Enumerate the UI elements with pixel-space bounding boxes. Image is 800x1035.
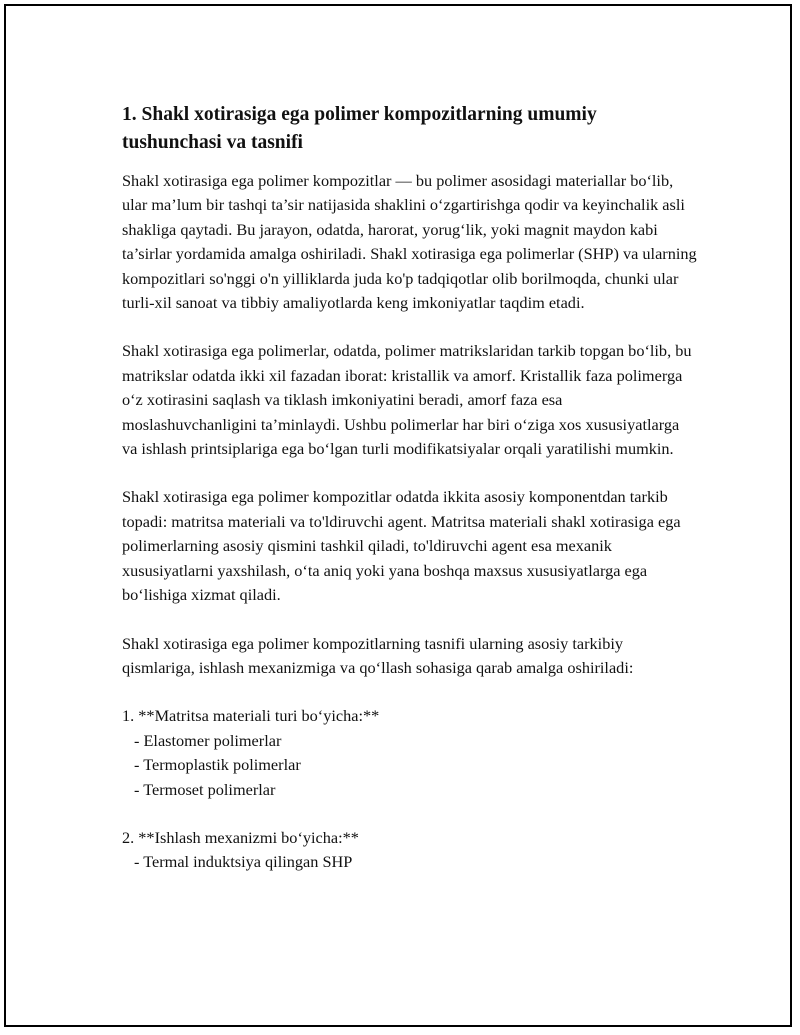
list-item: - Termal induktsiya qilingan SHP [134, 852, 353, 872]
paragraph-phases: Shakl xotirasiga ega polimerlar, odatda, polimer matrikslaridan tarkib topgan bo‘lib, bu matrikslar odatda ikki xil fazadan iborat: kristallik va amorf. Kristallik faza polimerga o‘z xotirasini saqlash va tiklash imkoniyatini beradi, amorf faza esa moslashuvchanligini ta’minlaydi. Ushbu polimerlar har biri o‘ziga xos xususiyatlarga va ishlash printsiplariga ega bo‘lgan turli modifikatsiyalar orqali yaratilishi mumkin. [122, 341, 692, 459]
document-page [4, 4, 792, 1027]
document-content [122, 101, 697, 899]
list-heading: 2. **Ishlash mexanizmi bo‘yicha:** [122, 827, 359, 847]
list-mechanism [122, 826, 697, 875]
list-item: - Elastomer polimerlar [134, 730, 282, 750]
paragraph-components: Shakl xotirasiga ega polimer kompozitlar odatda ikkita asosiy komponentdan tarkib topadi: matritsa materiali va to'ldiruvchi agent. Matritsa materiali shakl xotirasiga ega polimerlarning asosiy qismini tashkil qiladi, to'ldiruvchi agent esa mexanik xususiyatlarni yaxshilash, o‘ta aniq yoki yana boshqa maxsus xususiyatlarga ega bo‘lishiga xizmat qiladi. [122, 487, 681, 605]
paragraph-definition: Shakl xotirasiga ega polimer kompozitlar — bu polimer asosidagi materiallar bo‘lib, ular ma’lum bir tashqi ta’sir natijasida shaklini o‘zgartirishga qodir va keyinchalik asli shakliga qaytadi. Bu jarayon, odatda, harorat, yorug‘lik, yoki magnit maydon kabi ta’sirlar yordamida amalga oshiriladi. Shakl xotirasiga ega polimerlar (SHP) va ularning kompozitlari so'nggi o'n yilliklarda juda ko'p tadqiqotlar olib borilmoqda, chunki ular turli-xil sanoat va tibbiy amaliyotlarda keng imkoniyatlar taqdim etadi. [122, 171, 697, 313]
list-matrix-type [122, 704, 697, 802]
section-title: 1. Shakl xotirasiga ega polimer kompozitlarning umumiy tushunchasi va tasnifi [122, 104, 597, 153]
list-item: - Termoset polimerlar [134, 779, 276, 799]
list-heading: 1. **Matritsa materiali turi bo‘yicha:** [122, 706, 380, 726]
paragraph-classification: Shakl xotirasiga ega polimer kompozitlarning tasnifi ularning asosiy tarkibiy qismlariga, ishlash mexanizmiga va qo‘llash sohasiga qarab amalga oshiriladi: [122, 633, 634, 677]
list-item: - Termoplastik polimerlar [134, 755, 301, 775]
